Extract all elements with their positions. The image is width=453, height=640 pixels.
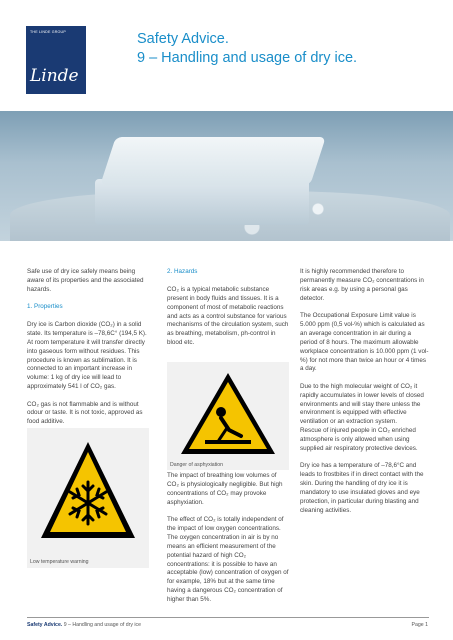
column3-paragraph-2: The Occupational Exposure Limit value is 5.000 ppm (0,5 vol-%) which is calculated as an average concentration in air during a period of 8 hours. The maximum allowable workplace concentration is 10.000 ppm (1 vol-%) for not more than twice an hour or 4 times a day.	[300, 312, 429, 373]
page-number: Page 1	[411, 622, 428, 628]
dry-ice-photo	[0, 111, 453, 241]
properties-paragraph-1: Dry ice is Carbon dioxide (CO₂) in a solid state. Its temperature is –78,6C° (194,5 K). At room temperature it will transfer directly into gaseous form without residues. This procedure is known as sublimation. It is connected to an important increase in volume: 1 kg of dry ice will lead to approximately 541 l of CO₂ gas.	[27, 320, 147, 391]
logo-wordmark: Linde	[30, 66, 79, 86]
dry-ice-block-side	[95, 179, 309, 225]
column3-paragraph-3: Due to the high molecular weight of CO₂ it rapidly accumulates in lower levels of closed environments and will stay there unless the environment is equipped with effective ventilation or an extraction system.	[300, 382, 424, 426]
footer-title-bold: Safety Advice.	[27, 622, 63, 628]
linde-logo	[26, 26, 86, 94]
footer-title	[27, 622, 141, 628]
footer-divider	[27, 617, 429, 618]
asphyxiation-warning-icon	[177, 370, 279, 458]
column3-paragraph-4: Rescue of injured people in CO₂ enriched atmosphere is only allowed when using supplied air respiratory protective devices.	[300, 427, 418, 453]
hazards-paragraph-2: The impact of breathing low volumes of CO₂ is physiologically negligible. But high concentrations of CO₂ may provoke asphyxiation.	[167, 472, 283, 506]
properties-paragraph-2: CO₂ gas is not flammable and is without odour or taste. It is not toxic, approved as food additive.	[27, 400, 143, 426]
title-line-2: 9 – Handling and usage of dry ice.	[137, 50, 358, 66]
column-2	[167, 268, 289, 357]
asphyxiation-figure	[167, 362, 289, 470]
column-3	[300, 268, 430, 524]
intro-paragraph: Safe use of dry ice safely means being aware of its properties and the associated hazards.	[27, 268, 144, 293]
dry-ice-block-top	[100, 137, 326, 185]
footer-title-rest: 9 – Handling and usage of dry ice	[63, 622, 142, 628]
hazards-paragraph-1: CO₂ is a typical metabolic substance present in body fluids and tissues. It is a component of most of metabolic reactions and acts as a control substance for various mechanisms of the circulation system, such as breathing, metabolism, ph-control in blood etc.	[167, 285, 289, 347]
title-line-1: Safety Advice.	[137, 31, 229, 47]
column-2-continued	[167, 472, 289, 613]
hazards-paragraph-3: The effect of CO₂ is totally independent of the impact of low oxygen concentrations. The oxygen concentration in air is by no means an efficient measurement of the potential hazard of high CO₂ concentrations: it is possible to have an acceptable (low) concentration of oxygen of for example, 18% but at the same time having a dangerous CO₂ concentration of higher than 5%.	[167, 516, 289, 604]
asphyxiation-caption: Danger of asphyxiation	[170, 462, 224, 468]
low-temperature-warning-icon	[37, 438, 139, 544]
low-temperature-figure	[27, 428, 149, 568]
logo-group-text: THE LINDE GROUP	[30, 30, 66, 34]
column3-paragraph-1: It is highly recommended therefore to permanently measure CO₂ concentrations in risk areas e.g. by using a personal gas detector.	[300, 268, 424, 302]
low-temperature-caption: Low temperature warning	[30, 559, 89, 565]
section-heading-properties: 1. Properties	[27, 303, 63, 311]
column3-paragraph-5: Dry ice has a temperature of –78,6°C and leads to frostbites if in direct contact with the skin. During the handling of dry ice it is mandatory to use insulated gloves and eye protection, in particular during blasting and cleaning activities.	[300, 462, 424, 514]
section-heading-hazards: 2. Hazards	[167, 268, 198, 275]
page-title	[137, 30, 437, 68]
